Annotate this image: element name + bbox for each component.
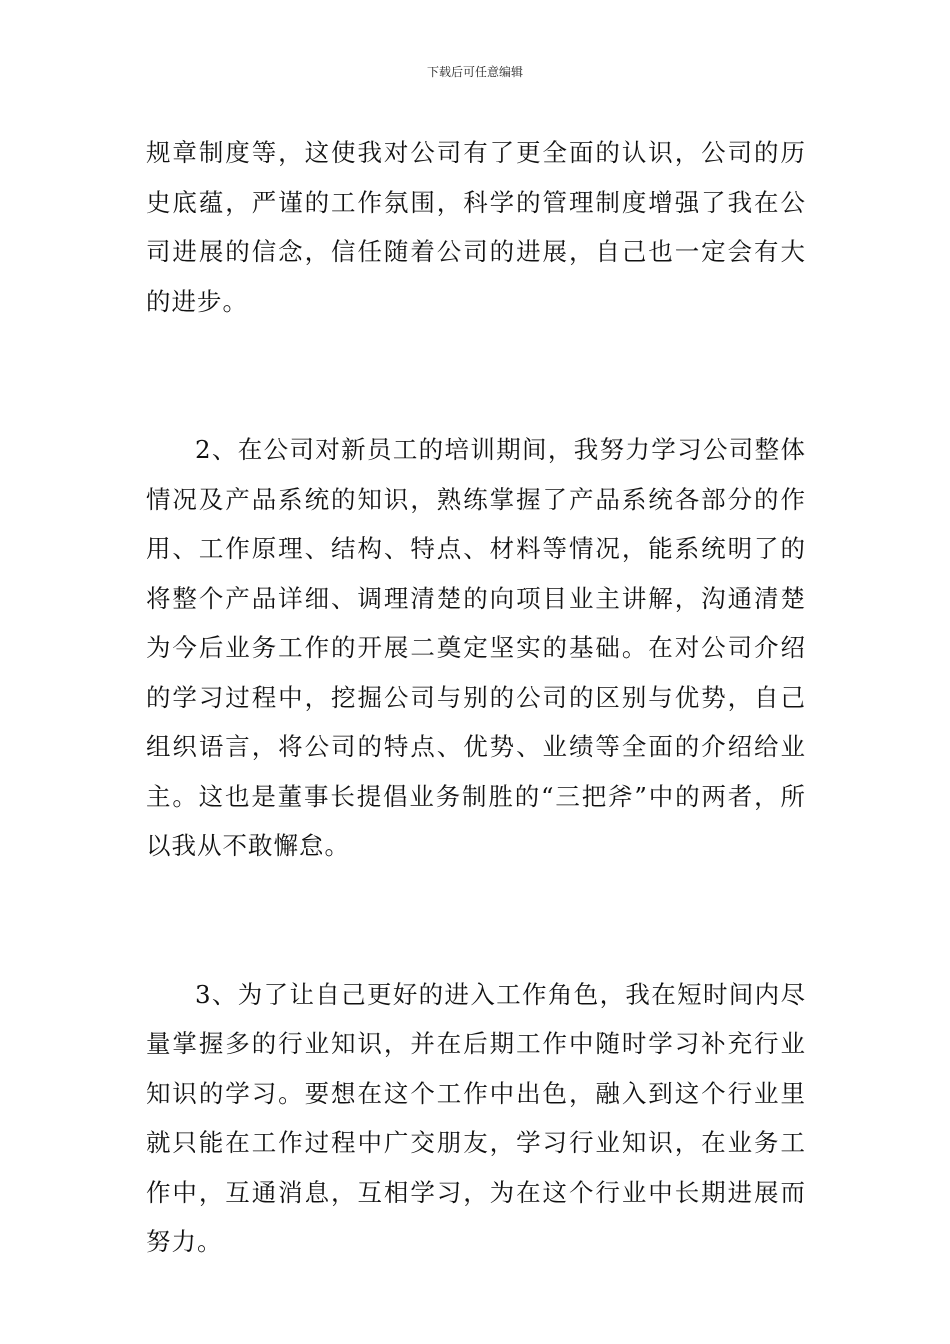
paragraph-gap bbox=[146, 326, 806, 425]
document-body bbox=[146, 128, 806, 1267]
paragraph-gap bbox=[146, 871, 806, 970]
page-header: 下载后可任意编辑 bbox=[426, 65, 523, 79]
paragraph-1: 规章制度等，这使我对公司有了更全面的认识，公司的历史底蕴，严谨的工作氛围，科学的管理制度增强了我在公司进展的信念，信任随着公司的进展，自己也一定会有大的进步。 bbox=[146, 138, 806, 316]
paragraph-3: 3、为了让自己更好的进入工作角色，我在短时间内尽量掌握多的行业知识，并在后期工作中随时学习补充行业知识的学习。要想在这个工作中出色，融入到这个行业里就只能在工作过程中广交朋友，学习行业知识，在业务工作中，互通消息，互相学习，为在这个行业中长期进展而努力。 bbox=[146, 979, 806, 1256]
paragraph-2: 2、在公司对新员工的培训期间，我努力学习公司整体情况及产品系统的知识，熟练掌握了产品系统各部分的作用、工作原理、结构、特点、材料等情况，能系统明了的将整个产品详细、调理清楚的向项目业主讲解，沟通清楚为今后业务工作的开展二奠定坚实的基础。在对公司介绍的学习过程中，挖掘公司与别的公司的区别与优势，自己组织语言，将公司的特点、优势、业绩等全面的介绍给业主。这也是董事长提倡业务制胜的“三把斧”中的两者，所以我从不敢懈怠。 bbox=[146, 435, 806, 860]
